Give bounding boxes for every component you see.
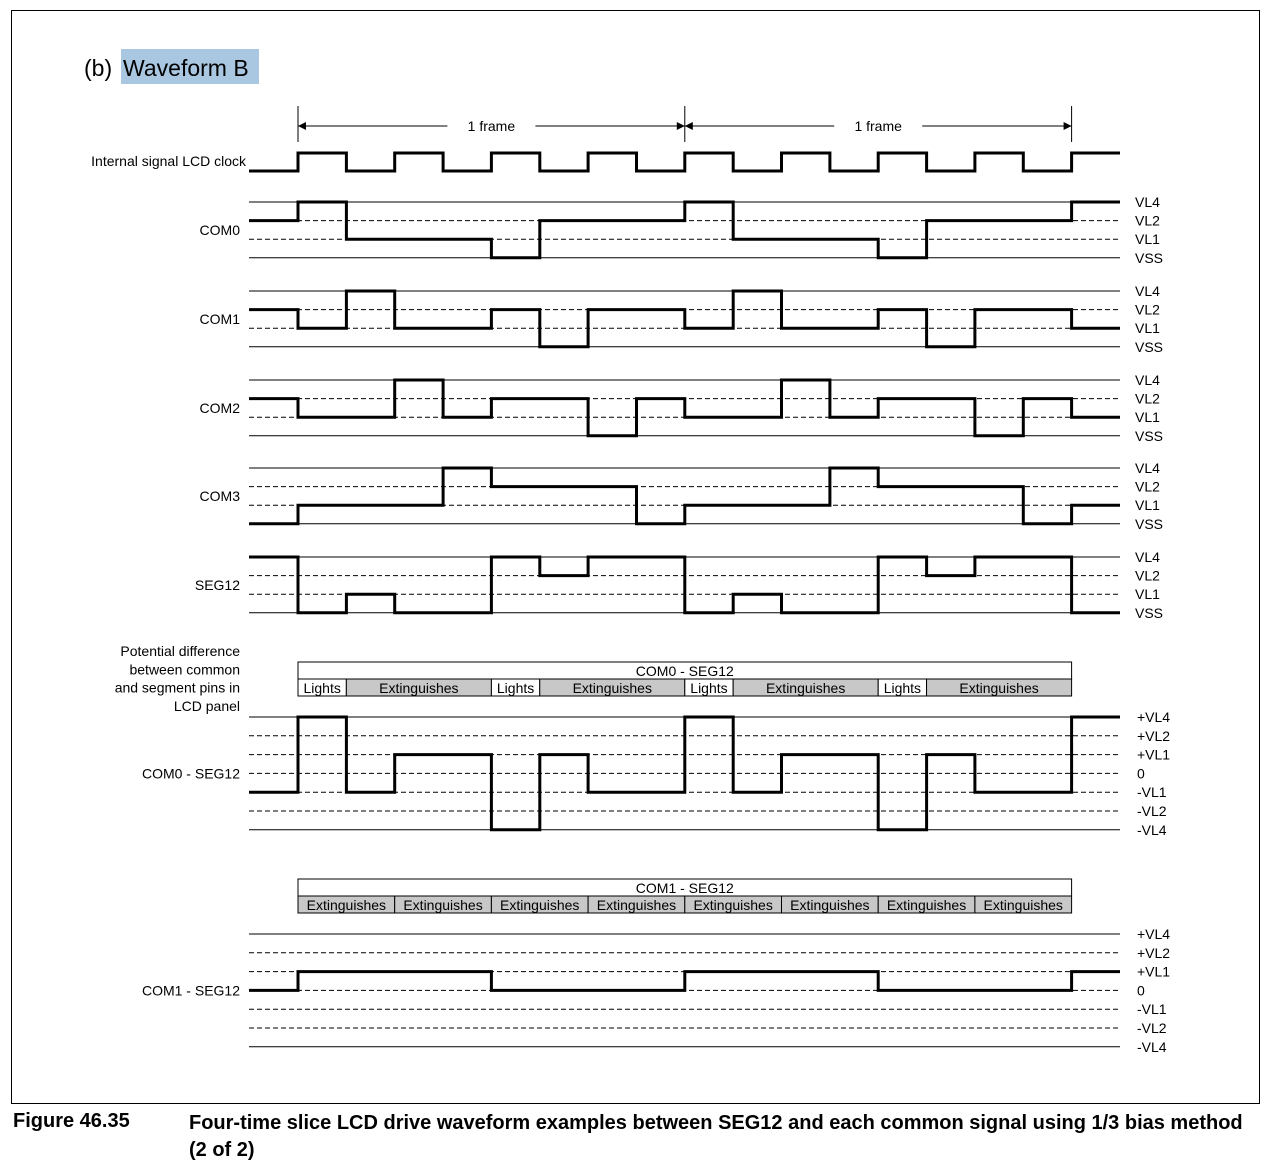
diff-level-label-5: -VL2 [1137, 803, 1167, 819]
diff-level-label-4: -VL1 [1137, 784, 1167, 801]
diff-waveform-path [249, 972, 1120, 991]
diff-cell-label-5: Extinguishes [790, 897, 870, 913]
level-label-vss: VSS [1135, 427, 1164, 444]
diff-cell-label-2: Extinguishes [500, 897, 580, 913]
frame-arrowhead-left-0 [298, 122, 306, 130]
signal-seg12 [195, 549, 1163, 621]
diff-table-title: COM0 - SEG12 [635, 663, 734, 679]
potential-label [115, 643, 241, 714]
diff-cell-label-0: Extinguishes [306, 897, 387, 913]
level-label-vl2: VL2 [1135, 301, 1160, 318]
level-label-vl2: VL2 [1135, 212, 1160, 229]
signal-com0 [200, 194, 1163, 266]
clock-waveform [249, 153, 1120, 171]
diff-cell-label-6: Lights [883, 680, 922, 696]
level-label-vl1: VL1 [1135, 586, 1160, 603]
level-label-vss: VSS [1135, 338, 1164, 355]
waveform-path [249, 468, 1120, 524]
section-title: Waveform B [123, 55, 249, 81]
signal-label: COM3 [199, 488, 240, 504]
diff-level-label-6: -VL4 [1137, 821, 1167, 838]
signal-com3 [200, 460, 1163, 532]
level-label-vl4: VL4 [1135, 283, 1160, 299]
diff-level-label-1: +VL2 [1137, 727, 1171, 744]
difference-waveforms [142, 662, 1170, 1055]
diff-level-label-2: +VL1 [1137, 746, 1171, 763]
signal-com2 [200, 372, 1163, 444]
diff-level-label-0: +VL4 [1137, 926, 1171, 942]
level-label-vl1: VL1 [1135, 497, 1160, 514]
level-label-vl1: VL1 [1135, 320, 1160, 337]
diff-cell-label-7: Extinguishes [983, 897, 1063, 913]
diff-level-label-2: +VL1 [1137, 963, 1171, 980]
diff-level-label-4: -VL1 [1137, 1001, 1167, 1018]
diff-level-label-0: +VL4 [1137, 709, 1171, 725]
signal-label: COM2 [199, 400, 240, 416]
diff-cell-label-1: Extinguishes [379, 680, 459, 696]
level-label-vss: VSS [1135, 604, 1164, 621]
level-label-vl2: VL2 [1135, 567, 1160, 584]
waveform-path [249, 557, 1120, 613]
diff-cell-label-7: Extinguishes [959, 680, 1039, 696]
diff-level-label-5: -VL2 [1137, 1020, 1167, 1036]
signal-internal-signal-lcd-clock [91, 153, 1120, 171]
signal-waveforms [91, 153, 1163, 621]
signal-label: Internal signal LCD clock [91, 153, 246, 169]
figure-caption: Four-time slice LCD drive waveform examples between SEG12 and each common signal using 1/3 bias method (2 of 2) [189, 1112, 1243, 1161]
level-label-vl1: VL1 [1135, 409, 1160, 426]
waveform-path [249, 291, 1120, 347]
diff-table-title: COM1 - SEG12 [635, 880, 734, 896]
diff-cell-label-3: Extinguishes [596, 897, 677, 913]
diff-com1-seg12 [142, 879, 1170, 1055]
diff-cell-label-2: Lights [496, 680, 535, 696]
diff-cell-label-6: Extinguishes [886, 897, 967, 913]
frame-markers [298, 106, 1072, 142]
waveform-path [249, 202, 1120, 258]
signal-label: COM0 [199, 222, 240, 238]
diff-cell-label-4: Lights [690, 680, 728, 696]
figure-number: Figure 46.35 [13, 1110, 130, 1132]
potential-label-line-0: Potential difference [120, 643, 240, 659]
level-label-vl1: VL1 [1135, 231, 1160, 248]
diff-cell-label-1: Extinguishes [403, 897, 483, 913]
level-label-vl4: VL4 [1135, 194, 1160, 210]
signal-com1 [200, 283, 1163, 355]
diff-level-label-6: -VL4 [1137, 1038, 1167, 1055]
diff-level-label-3: 0 [1137, 765, 1145, 782]
level-label-vl4: VL4 [1135, 549, 1160, 565]
level-label-vl4: VL4 [1135, 460, 1160, 476]
diff-label: COM0 - SEG12 [141, 765, 240, 782]
section-prefix: (b) [84, 55, 113, 81]
level-label-vl2: VL2 [1135, 478, 1160, 495]
signal-label: SEG12 [194, 577, 240, 593]
frame-arrowhead-right-0 [677, 122, 685, 130]
diff-cell-label-3: Extinguishes [572, 680, 652, 696]
diff-label: COM1 - SEG12 [141, 982, 240, 999]
diff-cell-label-4: Extinguishes [693, 897, 773, 913]
diff-com0-seg12 [142, 662, 1170, 838]
signal-label: COM1 [199, 311, 240, 327]
potential-label-line-2: and segment pins in [114, 679, 240, 696]
level-label-vl4: VL4 [1135, 372, 1160, 388]
diff-level-label-3: 0 [1137, 982, 1145, 999]
diff-level-label-1: +VL2 [1137, 944, 1171, 961]
waveform-path [249, 380, 1120, 436]
frame-arrowhead-right-1 [1064, 122, 1072, 130]
frame-label-0: 1 frame [467, 118, 516, 134]
diff-cell-label-5: Extinguishes [765, 680, 846, 696]
potential-label-line-1: between common [129, 661, 240, 678]
level-label-vss: VSS [1135, 515, 1164, 532]
diff-cell-label-0: Lights [303, 680, 341, 696]
level-label-vl2: VL2 [1135, 390, 1160, 407]
frame-label-1: 1 frame [854, 118, 902, 134]
potential-label-line-3: LCD panel [173, 697, 240, 714]
level-label-vss: VSS [1135, 249, 1164, 266]
frame-arrowhead-left-1 [685, 122, 693, 130]
